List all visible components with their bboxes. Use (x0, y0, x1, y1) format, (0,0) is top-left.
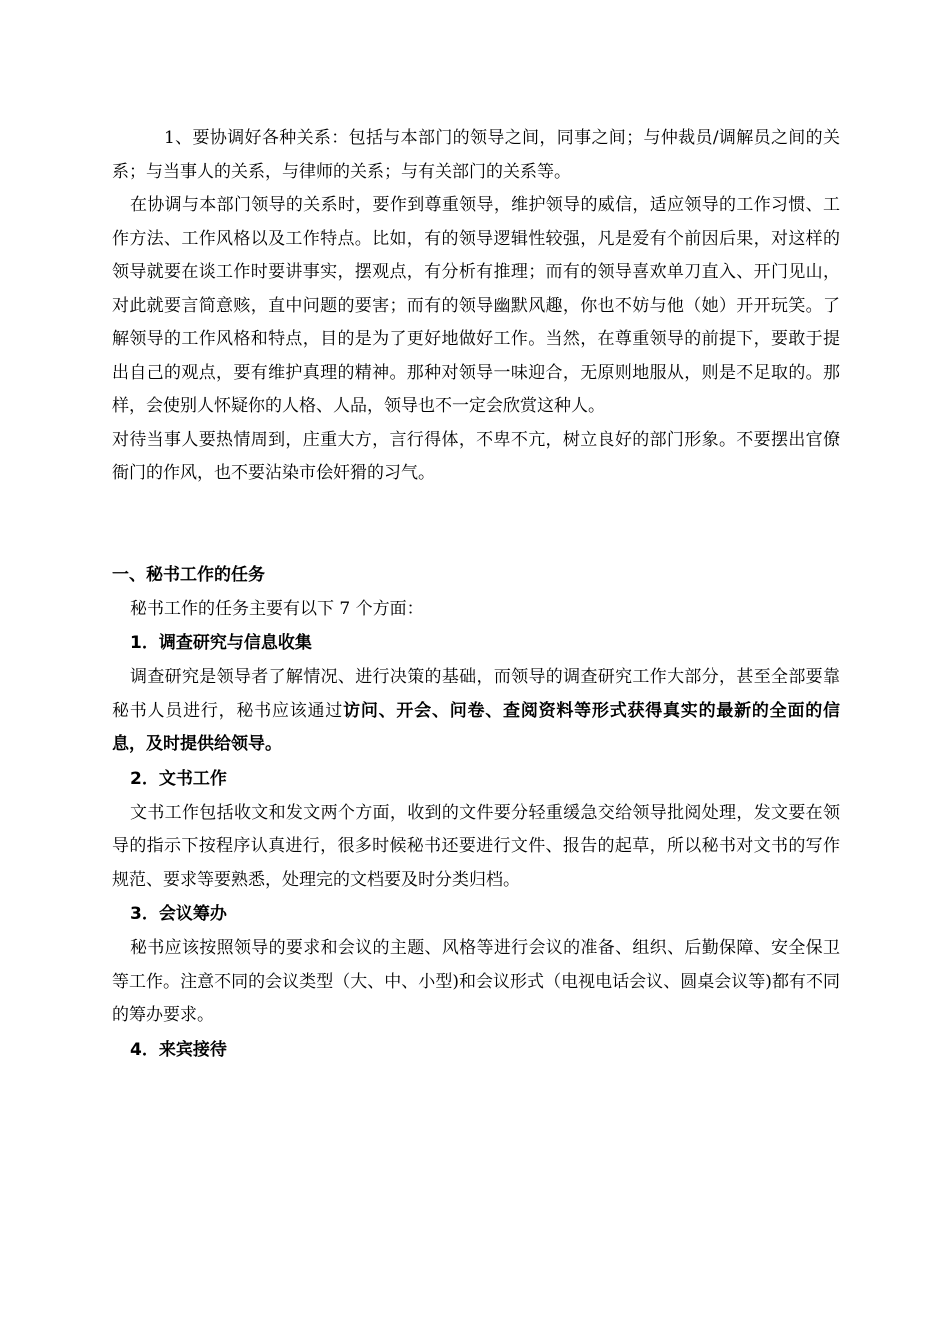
section-title: 一、秘书工作的任务 (112, 564, 265, 585)
item-text-meetings: 秘书应该按照领导的要求和会议的主题、风格等进行会议的准备、组织、后勤保障、安全保卫等工作。注意不同的会议类型（大、中、小型)和会议形式（电视电话会议、圆桌会议等)都有不同的筹办要求。 (112, 938, 840, 1025)
section-intro: 秘书工作的任务主要有以下 7 个方面： (130, 598, 424, 619)
item-text-documents: 文书工作包括收文和发文两个方面，收到的文件要分轻重缓急交给领导批阅处理，发文要在领导的指示下按程序认真进行，很多时候秘书还要进行文件、报告的起草，所以秘书对文书的写作规范、要求等要熟悉，处理完的文档要及时分类归档。 (112, 802, 840, 890)
paragraph-leader-relations: 在协调与本部门领导的关系时，要作到尊重领导，维护领导的威信，适应领导的工作习惯、工作方法、工作风格以及工作特点。比如，有的领导逻辑性较强，凡是爱有个前因后果，对这样的领导就要在谈工作时要讲事实，摆观点，有分析有推理；而有的领导喜欢单刀直入、开门见山，对此就要言简意赅，直中问题的要害；而有的领导幽默风趣，你也不妨与他（她）开开玩笑。了解领导的工作风格和特点，目的是为了更好地做好工作。当然，在尊重领导的前提下，要敢于提出自己的观点，要有维护真理的精神。那种对领导一味迎合，无原则地服从，则是不足取的。那样，会使别人怀疑你的人格、人品，领导也不一定会欣赏这种人。 (112, 195, 840, 416)
document-page (112, 122, 840, 1068)
item-heading-research: 1．调查研究与信息收集 (130, 633, 312, 653)
item-text-research-plain: 调查研究是领导者了解情况、进行决策的基础，而领导的调查研究工作大部分，甚至全部要靠秘书人员进行，秘书应该通过 (112, 667, 840, 721)
paragraph-relations: 1、要协调好各种关系：包括与本部门的领导之间，同事之间；与仲裁员/调解员之间的关系；与当事人的关系，与律师的关系；与有关部门的关系等。 (112, 128, 840, 182)
item-heading-documents: 2．文书工作 (130, 768, 227, 789)
item-text-research (112, 661, 840, 762)
section-gap (112, 491, 840, 558)
item-heading-reception: 4．来宾接待 (130, 1039, 227, 1060)
item-text-research-bold: 访问、开会、问卷、查阅资料等形式获得真实的最新的全面的信息，及时提供给领导。 (112, 700, 841, 754)
paragraph-party-relations: 对待当事人要热情周到，庄重大方，言行得体，不卑不亢，树立良好的部门形象。不要摆出官僚衙门的作风，也不要沾染市侩奸猾的习气。 (112, 429, 840, 483)
item-heading-meetings: 3．会议筹办 (130, 904, 227, 924)
